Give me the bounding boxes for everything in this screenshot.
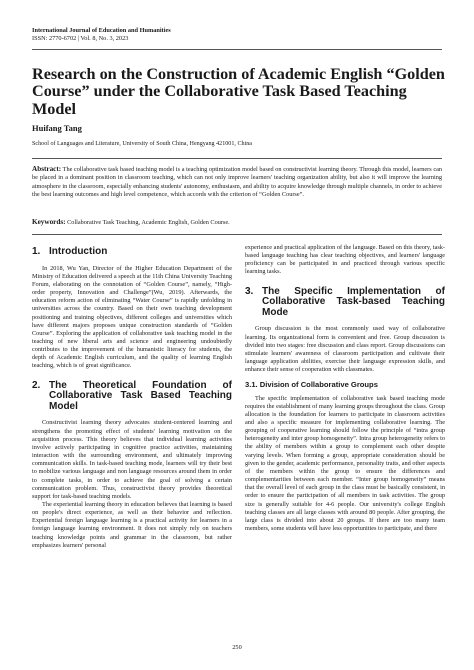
paragraph: Group discussion is the most commonly used way of collaborative learning. Its organizational form is convenient and free. Group discussion is divided into two stages: free discussion and class report. Group discussions can stimulate learners' awareness of classroom participation and cultivate their language application abilities, exercise their language expression skills, and enhance their sense of cooperation with classmates. (245, 325, 445, 374)
paragraph-continued: experience and practical application of the language. Based on this theory, task-based language teaching has clear teaching objectives, and learners' language proficiency can be participated in and practiced through various specific learning tasks. (245, 244, 445, 276)
page-number: 250 (232, 644, 242, 651)
journal-issn: ISSN: 2770-6702 | Vol. 8, No. 3, 2023 (32, 34, 129, 42)
paragraph: The experiential learning theory in education believes that learning is based on people's direct experience, as well as their behavior and reflection. Experiential foreign language learning is a practical activity for learners in a foreign language learning environment. It does not simply rely on teachers teaching knowledge points and grammar in the classroom, but rather emphasizes learners' personal (32, 500, 232, 549)
section-title: The Specific Implementation of Collaborative Task-based Teaching Mode (262, 285, 445, 318)
abstract-label: Abstract: (32, 165, 62, 173)
paragraph: Constructivist learning theory advocates student-centered learning and strengthens the promoting effect of students' learning motivation on the acquisition process. This theory believes that individual learning activities involve actively participating in cognitive practice activities, maintaining interaction with the surrounding environment, and ultimately improving communication skills. In task-based teaching mode, learners will try their best to mobilize various language and non language resources around them in order to complete tasks, in order to achieve the goal of solving a certain communication problem. Thus, constructivist theory provides theoretical support for task-based teaching models. (32, 419, 232, 500)
section-number: 1. (32, 246, 41, 257)
author-name: Huifang Tang (32, 123, 82, 133)
abstract-top-divider (32, 158, 442, 159)
journal-header (32, 27, 171, 43)
paragraph: The specific implementation of collaborative task based teaching mode requires the establishment of many learning groups throughout the class. Group allocation is the foundation for learners to participate in classroom activities and also a specific measure for implementing collaborative learning. The grouping of cooperative learning should follow the principle of “intra group heterogeneity and inter group homogeneity”. Intra group heterogeneity refers to the ability of members within a group to complement each other despite varying levels. When forming a group, appropriate consideration should be given to the gender, academic performance, personality traits, and other aspects of the members within the group to ensure the differences and complementarities between each member. “Inter group homogeneity” means that the overall level of each group in the class must be basically consistent, in order to ensure the participation of all members in task activities. The group size is generally suitable for 4-6 people. Our university's college English teaching classes are all large classes with around 80 people. After grouping, the large class is divided into about 20 groups. If there are too many team members, some students will have less opportunities to participate, and there (245, 394, 445, 532)
author-affiliation: School of Languages and Literature, University of South China, Hengyang 421001, China (32, 141, 253, 147)
section-title: Introduction (49, 246, 108, 257)
section-number: 2. (32, 379, 41, 391)
journal-name: International Journal of Education and Humanities (32, 27, 171, 34)
subsection-3-1-heading: 3.1. Division of Collaborative Groups (245, 380, 378, 390)
section-1-heading (32, 247, 232, 258)
section-number: 3. (245, 285, 254, 297)
left-column (32, 247, 232, 550)
section-2-heading (32, 381, 232, 413)
right-column (245, 244, 445, 533)
keywords (32, 218, 230, 226)
abstract (32, 165, 442, 199)
paragraph: In 2018, Wu Yan, Director of the Higher Education Department of the Ministry of Education delivered a speech at the 11th China University Teaching Forum, elaborating on the connotation of “Golden Course”, namely, “High-order property, Innovation and Challenge”(Wu, 2019). Afterwards, the education reform action of eliminating “Water Course” is rapidly unfolding in universities across the country. Based on their own teaching development positioning and training objectives, different colleges and universities which have different majors proposes unique construction standards of “Golden Course”. Exploring the application of collaborative task teaching model in the teaching of new liberal arts and science and engineering undoubtedly contributes to the improvement of the humanistic literacy for students, the depth of Academic English curriculum, and the quality of learning English teaching, which is of great significance. (32, 264, 232, 370)
section-title: The Theoretical Foundation of Collaborative Task Based Teaching Model (49, 379, 232, 412)
header-divider (32, 49, 442, 50)
paper-title: Research on the Construction of Academic English “Golden Course” under the Collaborative Task Based Teaching Model (32, 65, 445, 118)
keywords-text: Collaborative Task Teaching, Academic English, Golden Course. (67, 219, 230, 226)
keywords-label: Keywords: (32, 218, 66, 226)
abstract-text: The collaborative task based teaching model is a teaching optimization model based on constructivist learning theory. Through this model, learners can be placed in a dominant position in classroom teaching, which can not only improve learners' teaching organization ability, but also it will improve the learning atmosphere in the classroom, especially enhancing students' autonomy, enthusiasm, and ability to acquire knowledge through multiple channels, in order to achieve the best learning outcomes and high level competence, which accords with the criterion of “Golden Course”. (32, 166, 443, 198)
section-3-heading (245, 287, 445, 319)
keywords-bottom-divider (32, 234, 442, 235)
